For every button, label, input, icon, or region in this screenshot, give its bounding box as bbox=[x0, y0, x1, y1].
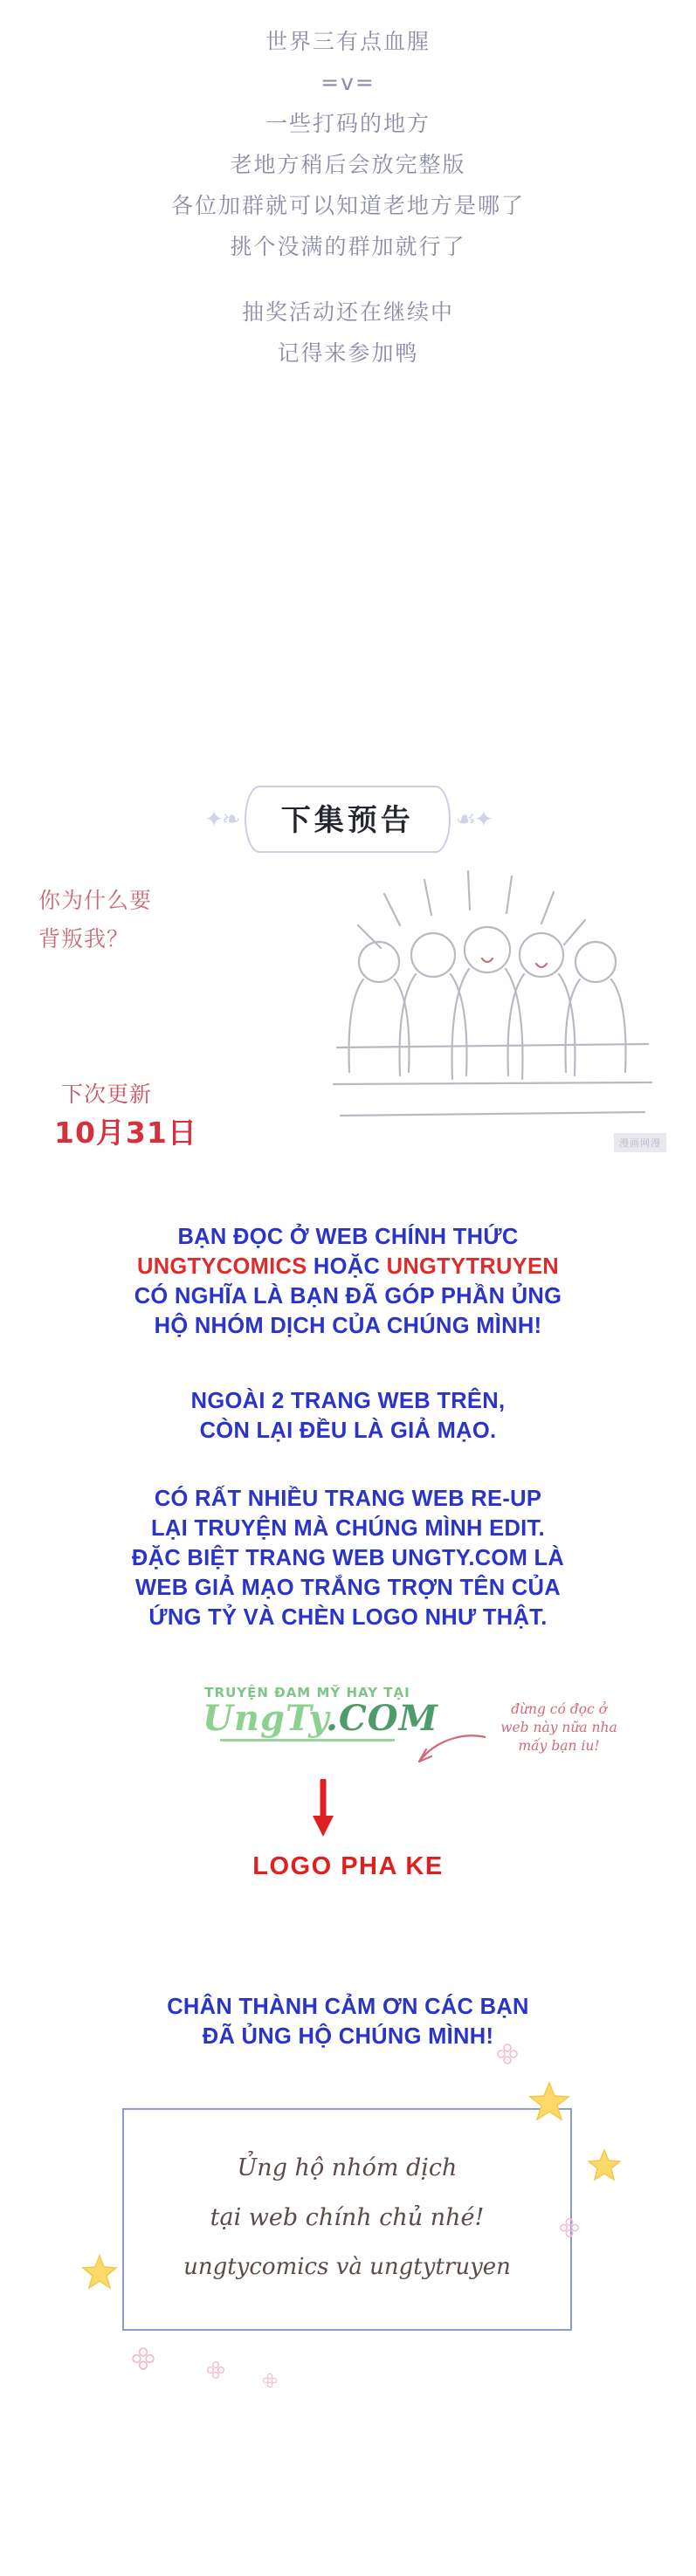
vn-line: ĐÃ ỦNG HỘ CHÚNG MÌNH! bbox=[202, 2024, 494, 2049]
hand-note-line: mấy bạn iu! bbox=[518, 1738, 600, 1754]
vn-line: BẠN ĐỌC Ở WEB CHÍNH THỨC bbox=[177, 1225, 519, 1249]
fake-logo-word-1: UngTy bbox=[203, 1698, 326, 1739]
support-line-2: tại web chính chủ nhé! bbox=[210, 2204, 485, 2231]
flourish-left-icon: ✦❧ bbox=[204, 806, 239, 833]
author-note-line: =v= bbox=[320, 70, 376, 95]
vn-line: LẠI TRUYỆN MÀ CHÚNG MÌNH EDIT. bbox=[151, 1516, 545, 1541]
flower-icon bbox=[559, 2217, 580, 2238]
star-icon bbox=[80, 2252, 119, 2291]
preview-title-box bbox=[245, 786, 451, 853]
vn-line: CHÂN THÀNH CẢM ƠN CÁC BẠN bbox=[167, 1995, 529, 2019]
author-note-line: 世界三有点血腥 bbox=[265, 29, 431, 54]
dialog-text bbox=[38, 882, 152, 958]
dialog-line-1: 你为什么要 bbox=[38, 888, 153, 913]
fake-logo-tagline: TRUYỆN ĐAM MỸ HAY TẠI bbox=[204, 1685, 410, 1700]
fake-logo-graphic bbox=[203, 1685, 438, 1741]
author-note-line: 各位加群就可以知道老地方是哪了 bbox=[170, 193, 525, 218]
vn-line: NGOÀI 2 TRANG WEB TRÊN, bbox=[190, 1389, 506, 1413]
vn-notice-block-2 bbox=[0, 1386, 696, 1446]
support-box-text bbox=[122, 2143, 572, 2292]
vn-line: CÒN LẠI ĐỀU LÀ GIẢ MẠO. bbox=[199, 1419, 497, 1443]
flower-icon bbox=[206, 2360, 225, 2380]
sketch-panel bbox=[0, 855, 696, 1205]
preview-banner bbox=[0, 786, 696, 853]
vn-line: CÓ RẤT NHIỀU TRANG WEB RE-UP bbox=[154, 1487, 542, 1511]
fake-logo-word-2: .COM bbox=[325, 1698, 438, 1739]
hand-note-line: web này nữa nha bbox=[500, 1720, 617, 1735]
note-spacer bbox=[0, 267, 696, 292]
vn-line: HỘ NHÓM DỊCH CỦA CHÚNG MÌNH! bbox=[154, 1314, 542, 1338]
author-note-line: 记得来参加鸭 bbox=[277, 340, 419, 366]
next-update-label: 下次更新 bbox=[61, 1082, 153, 1107]
author-note-line: 一些打码的地方 bbox=[265, 111, 431, 136]
author-note-line: 老地方稍后会放完整版 bbox=[230, 152, 466, 177]
fake-logo-underline bbox=[220, 1739, 395, 1741]
vn-notice-block-3 bbox=[0, 1484, 696, 1632]
fake-logo-label: LOGO PHA KE bbox=[252, 1852, 444, 1880]
dialog-line-2: 背叛我？ bbox=[38, 926, 130, 951]
site-name-ungtycomics: UNGTYCOMICS bbox=[136, 1254, 307, 1279]
next-update-date: 10月31日 bbox=[54, 1116, 197, 1150]
preview-title: 下集预告 bbox=[280, 803, 414, 838]
vn-line-websites bbox=[0, 1252, 696, 1281]
star-icon bbox=[587, 2147, 622, 2182]
vn-notice-block-1 bbox=[0, 1222, 696, 1341]
site-name-ungtytruyen: UNGTYTRUYEN bbox=[386, 1254, 559, 1279]
vn-line: ỨNG TỶ VÀ CHÈN LOGO NHƯ THẬT. bbox=[148, 1605, 548, 1630]
sketch-figures-illustration bbox=[253, 864, 664, 1161]
support-line-3: ungtycomics và ungtytruyen bbox=[183, 2254, 511, 2280]
star-icon bbox=[527, 2079, 571, 2123]
vn-line: CÓ NGHĨA LÀ BẠN ĐÃ GÓP PHẦN ỦNG bbox=[134, 1284, 562, 1309]
flourish-right-icon: ☙✦ bbox=[455, 806, 492, 833]
flower-icon bbox=[262, 2373, 278, 2388]
fake-logo-wordmark bbox=[203, 1698, 438, 1739]
vn-line: WEB GIẢ MẠO TRẮNG TRỢN TÊN CỦA bbox=[135, 1576, 561, 1600]
down-arrow-icon bbox=[311, 1779, 335, 1840]
conjunction: HOẶC bbox=[307, 1254, 387, 1279]
author-note-chinese bbox=[0, 21, 696, 374]
vn-line: ĐẶC BIỆT TRANG WEB UNGTY.COM LÀ bbox=[131, 1546, 565, 1570]
handwritten-warning-note bbox=[472, 1700, 646, 1755]
flower-icon bbox=[496, 2043, 519, 2065]
watermark-label: 漫画网漫 bbox=[614, 1133, 666, 1152]
vn-notice-block-4 bbox=[0, 1992, 696, 2051]
hand-note-line: đừng có đọc ở bbox=[511, 1701, 607, 1717]
flower-icon bbox=[131, 2346, 155, 2371]
support-line-1: Ủng hộ nhóm dịch bbox=[237, 2154, 458, 2181]
curved-arrow-icon bbox=[410, 1727, 489, 1779]
author-note-line: 挑个没满的群加就行了 bbox=[230, 234, 466, 259]
author-note-line: 抽奖活动还在继续中 bbox=[241, 299, 454, 325]
fake-logo-region bbox=[0, 1685, 696, 1955]
